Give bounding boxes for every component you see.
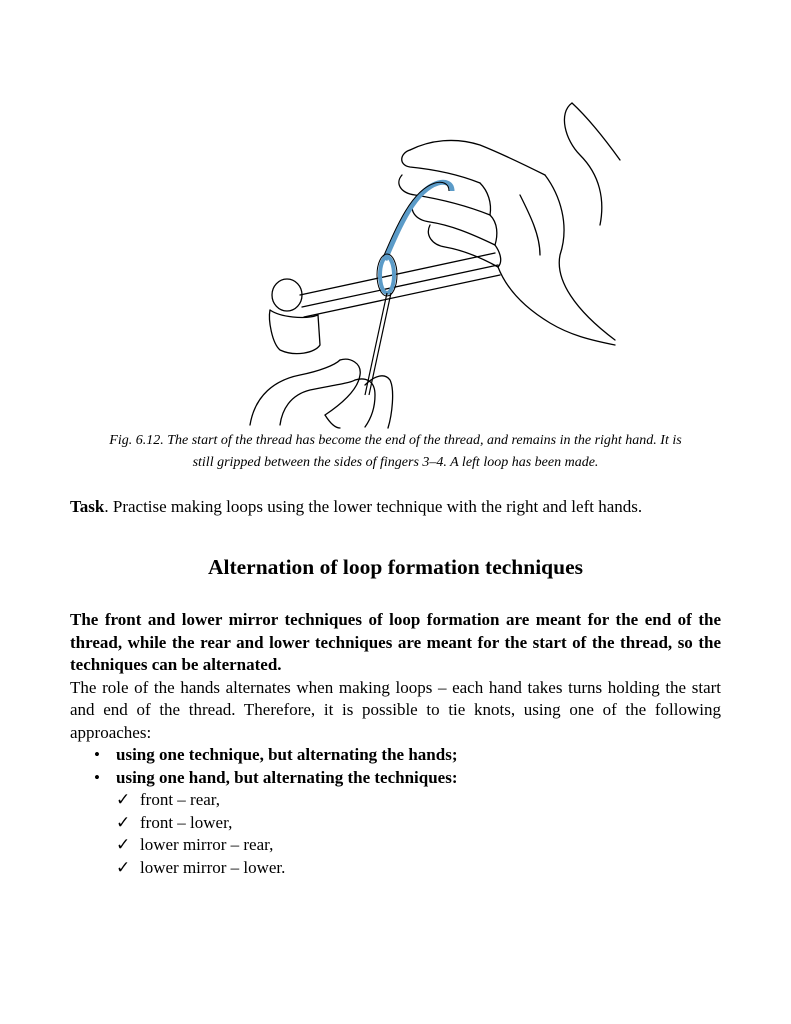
technique-sublist xyxy=(70,789,721,879)
checkmark-icon: ✓ xyxy=(116,857,131,877)
sub-list-item xyxy=(70,812,721,835)
figure-caption xyxy=(70,430,721,474)
body-content xyxy=(70,609,721,879)
sub-list-item xyxy=(70,834,721,857)
checkmark-icon: ✓ xyxy=(116,812,131,832)
task-label: Task xyxy=(70,497,105,516)
caption-line-1: Fig. 6.12. The start of the thread has become the end of the thread, and remains in the right hand. It is xyxy=(109,433,682,448)
body-paragraph: The role of the hands alternates when making loops – each hand takes turns holding the start and end of the thread. Therefore, it is possible to tie knots, using one of the following approaches: xyxy=(70,677,721,742)
list-item xyxy=(70,767,721,790)
task-paragraph xyxy=(70,496,721,518)
checkmark-icon: ✓ xyxy=(116,835,131,854)
task-text: . Practise making loops using the lower technique with the right and left hands. xyxy=(104,497,643,516)
list-item-text: using one hand, but alternating the techniques: xyxy=(116,767,458,787)
sub-list-item xyxy=(70,857,721,880)
list-item-text: using one technique, but alternating the hands; xyxy=(116,745,458,764)
sub-list-item-text: front – lower, xyxy=(140,812,233,832)
bold-paragraph: The front and lower mirror techniques of loop formation are meant for the end of the thread, while the rear and lower techniques are meant for the start of the thread, so the techniques can be alternated. xyxy=(70,610,721,674)
approach-list xyxy=(70,744,721,789)
sub-list-item-text: front – rear, xyxy=(140,790,221,809)
caption-line-2: still gripped between the sides of fingers 3–4. A left loop has been made. xyxy=(192,455,599,470)
checkmark-icon: ✓ xyxy=(116,790,131,809)
sub-list-item-text: lower mirror – rear, xyxy=(140,835,274,854)
section-heading: Alternation of loop formation techniques xyxy=(207,555,584,579)
bullet-icon: • xyxy=(94,767,100,787)
bullet-icon: • xyxy=(94,745,100,764)
figure-illustration xyxy=(240,95,640,430)
hands-thread-illustration xyxy=(240,95,640,430)
sub-list-item-text: lower mirror – lower. xyxy=(140,857,286,877)
sub-list-item xyxy=(70,789,721,812)
list-item xyxy=(70,744,721,767)
